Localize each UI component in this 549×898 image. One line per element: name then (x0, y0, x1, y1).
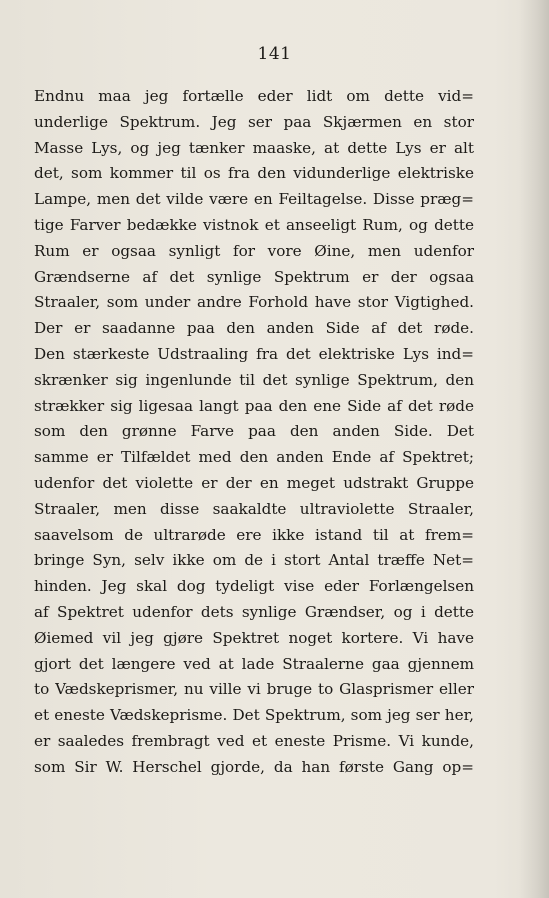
text-line: Den stærkeste Udstraaling fra det elektriske Lys ind= (34, 344, 474, 363)
text-line: hinden. Jeg skal dog tydeligt vise eder Forlængelsen (34, 577, 474, 596)
text-line: Straaler, som under andre Forhold have stor Vigtighed. (34, 293, 474, 312)
text-line: bringe Syn, selv ikke om de i stort Antal træffe Net= (34, 551, 474, 570)
text-line: samme er Tilfældet med den anden Ende af Spektret; (34, 448, 474, 467)
text-line: Øiemed vil jeg gjøre Spektret noget kortere. Vi have (34, 628, 474, 647)
text-line: Lampe, men det vilde være en Feiltagelse. Disse præg= (34, 190, 474, 209)
text-line: to Vædskeprismer, nu ville vi bruge to Glasprismer eller (34, 680, 474, 699)
text-line: Rum er ogsaa synligt for vore Øine, men udenfor (34, 241, 474, 260)
page-edge-shadow (519, 0, 549, 898)
text-line: Der er saadanne paa den anden Side af det røde. (34, 319, 474, 338)
text-line: et eneste Vædskeprisme. Det Spektrum, som jeg ser her, (34, 706, 474, 725)
text-line: det, som kommer til os fra den vidunderlige elektriske (34, 164, 474, 183)
text-line: strækker sig ligesaa langt paa den ene Side af det røde (34, 396, 474, 415)
text-line: skrænker sig ingenlunde til det synlige Spektrum, den (34, 370, 474, 389)
text-line: saavelsom de ultrarøde ere ikke istand til at frem= (34, 525, 474, 544)
text-line: som den grønne Farve paa den anden Side. Det (34, 422, 474, 441)
text-line: af Spektret udenfor dets synlige Grændser, og i dette (34, 602, 474, 621)
text-line: tige Farver bedække vistnok et anseeligt Rum, og dette (34, 215, 474, 234)
text-line: underlige Spektrum. Jeg ser paa Skjærmen en stor (34, 112, 474, 131)
text-line: Masse Lys, og jeg tænker maaske, at dette Lys er alt (34, 138, 474, 157)
body-text (34, 84, 474, 781)
text-line: som Sir W. Herschel gjorde, da han første Gang op= (34, 757, 474, 776)
text-line: Endnu maa jeg fortælle eder lidt om dette vid= (34, 87, 474, 105)
text-line: er saaledes frembragt ved et eneste Prisme. Vi kunde, (34, 731, 474, 750)
text-line: Straaler, men disse saakaldte ultraviolette Straaler, (34, 499, 474, 518)
text-line: gjort det længere ved at lade Straalerne gaa gjennem (34, 654, 474, 673)
text-line: udenfor det violette er der en meget udstrakt Gruppe (34, 473, 474, 492)
page-number: 141 (257, 44, 292, 64)
text-line: Grændserne af det synlige Spektrum er der ogsaa (34, 267, 474, 286)
